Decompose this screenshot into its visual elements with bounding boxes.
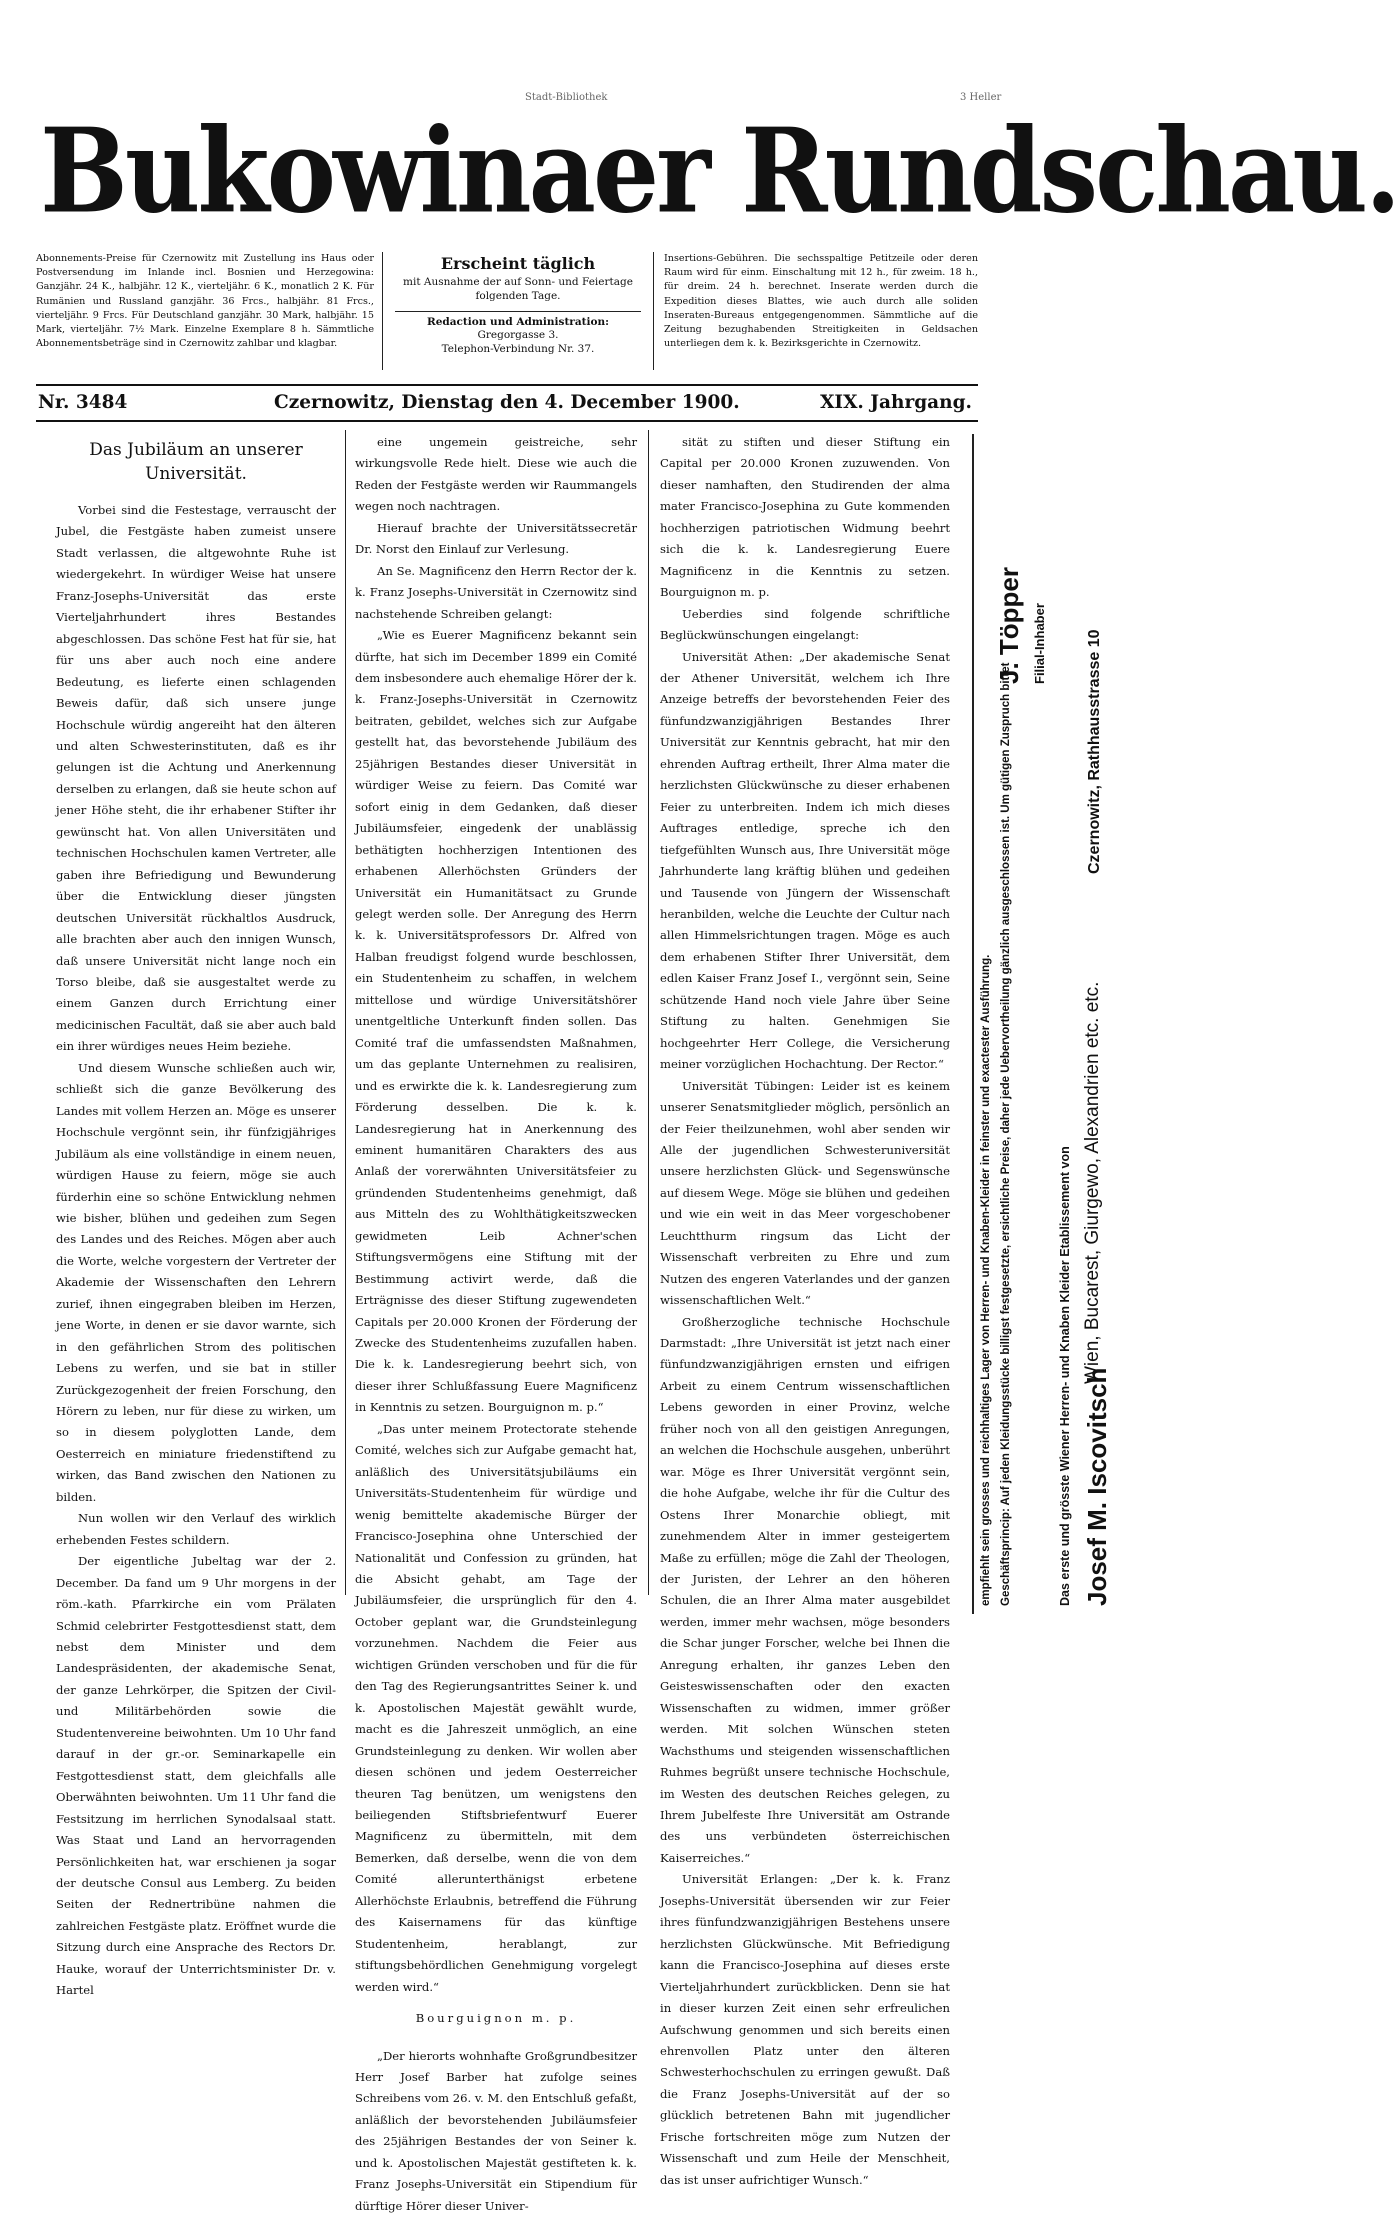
paragraph: Und diesem Wunsche schließen auch wir, schließt sich die ganze Bevölkerung des Landes mit vollem Herzen an. Möge es unserer Hochschule vergönnt sein, ihr fünfzigjähriges Jubiläum als eine vollständige in einem neuen, würdigen Hause zu feiern, möge sie auch fürderhin eine so schöne Entwicklung nehmen wie bisher, blühen und gedeihen zum Segen des Landes und des Reiches. Mögen aber auch die Worte, welche vorgestern der Vertreter der Akademie der Wissenschaften den Lehrern zurief, ihnen eingegraben bleiben im Herzen, jene Worte, in denen er sie davor warnte, sich in den gefährlichen Strom des politischen Lebens zu werfen, und sie bat in stiller Zurückgezogenheit der freien Forschung, den Hörern zu leben, nur für diese zu wirken, um so in diesem polyglotten Lande, dem Oesterreich en miniature friedenstiftend zu wirken, das Band zwischen den Nationen zu bilden. [56,1060,336,1504]
clothing-advertisement [972,434,1154,1614]
top-stamp-right: 3 Heller [960,92,1002,103]
paragraph: Hierauf brachte der Universitätssecretär Dr. Norst den Einlauf zur Verlesung. [355,520,637,557]
paragraph: sität zu stiften und dieser Stiftung ein Capital per 20.000 Kronen zuzuwenden. Von dieser namhaften, den Studirenden der alma mater Francisco-Josephina zu Gute kommenden hochherzigen patriotischen Widmung beehrt sich die k. k. Landesregierung Euere Magnificenz in die Kenntnis zu setzen. Bourguignon m. p. [660,435,950,600]
issue-date: Czernowitz, Dienstag den 4. December 1900. [274,392,740,413]
paragraph: „Das unter meinem Protectorate stehende Comité, welches sich zur Aufgabe gemacht hat, anläßlich des Universitätsjubiläums ein Universitäts-Studentenheim für würdige und wenig bemittelte akademische Bürger der Francisco-Josephina ohne Unterschied der Nationalität und Confession zu gründen, hat die Absicht gehabt, am Tage der Jubiläumsfeier, die ursprünglich für den 4. October geplant war, die Grundsteinlegung vorzunehmen. Nachdem die Feier aus wichtigen Gründen verschoben und für die für den Tag des Regierungsantrittes Seiner k. und k. Apostolischen Majestät gewählt wurde, macht es die Jahreszeit unmöglich, an eine Grundsteinlegung zu denken. Wir wollen aber diesen schönen und jedem Oesterreicher theuren Tag benützen, um wenigstens den beiliegenden Stiftsbriefentwurf Euerer Magnificenz zu übermitteln, mit dem Bemerken, daß derselbe, wenn die von dem Comité allerunterthänigst erbetene Allerhöchste Erlaubnis, betreffend die Führung des Kaisernamens für das künftige Studentenheim, herablangt, zur stiftungsbehördlichen Genehmigung vorgelegt werden wird.“ [355,1421,637,1994]
masthead-title: Bukowinaer Rundschau. [40,101,1398,240]
advert-cities: Wien, Bucarest, Giurgewo, Alexandrien etc. etc. [1082,981,1103,1384]
article-column-1 [56,432,336,1998]
info-row [36,252,978,378]
paragraph: Universität Tübingen: Leider ist es keinem unserer Senatsmitglieder möglich, persönlich an der Feier theilzunehmen, wohl aber senden wir Alle der jugendlichen Schwesteruniversität unsere herzlichsten Glück- und Segenswünsche auf diesem Wege. Möge sie blühen und gedeihen und wie ein weit in das Meer vorgeschobener Leuchtthurm ringsum das Licht der Wissenschaft verbreiten zu Ehre und zum Nutzen des engeren Vaterlandes und der ganzen wissenschaftlichen Welt.“ [660,1078,950,1308]
office-address: Gregorgasse 3. [477,329,559,341]
column-divider [345,430,346,1595]
paragraph: An Se. Magnificenz den Herrn Rector der k. k. Franz Josephs-Universität in Czernowitz sind nachstehende Schreiben gelangt: [355,563,637,621]
paragraph: „Wie es Euerer Magnificenz bekannt sein dürfte, hat sich im December 1899 ein Comité dem insbesondere auch ehemalige Hörer der k. k. Franz-Josephs-Universität in Czernowitz beitraten, gebildet, welches sich zur Aufgabe gestellt hat, das bevorstehende Jubiläum des 25jährigen Bestandes dieser Universität in würdiger Weise zu feiern. Das Comité war sofort einig in dem Gedanken, daß dieser Jubiläumsfeier, eingedenk der unablässig bethätigten hochherzigen Intentionen des erhabenen Allerhöchsten Gründers der Universität ein Humanitätsact zu Grunde gelegt werden solle. Der Anregung des Herrn k. k. Universitätsprofessors Dr. Alfred von Halban freudigst folgend wurde beschlossen, ein Studentenheim zu schaffen, in welchem mittellose und würdige Universitätshörer unentgeltliche Unterkunft finden sollen. Das Comité traf die umfassendsten Maßnahmen, um das geplante Unternehmen zu realisiren, und es erwirkte die k. k. Landesregierung zum Förderung desselben. Die k. k. Landesregierung hat in Anerkennung des eminent humanitären Charakters des aus Anlaß der vorerwähnten Universitätsfeier zu gründenden Studentenheims genehmigt, daß aus Mitteln des zu Wohlthätigkeitszwecken gewidmeten Leib Achner'schen Stiftungsvermögens eine Stiftung mit der Bestimmung activirt werde, daß die Erträgnisse des dieser Stiftung zugewendeten Capitals per 20.000 Kronen der Förderung der Zwecke des Studentenheims zuzufallen haben. Die k. k. Landesregierung beehrt sich, von dieser ihrer Schlußfassung Euere Magnificenz in Kenntnis zu setzen. Bourguignon m. p.“ [355,628,637,1415]
publication-exception: mit Ausnahme der auf Sonn- und Feiertage folgenden Tage. [403,276,633,302]
office-phone: Telephon-Verbindung Nr. 37. [441,343,595,355]
volume-year: XIX. Jahrgang. [820,392,972,413]
publication-info [382,252,654,370]
advert-offer: empfiehlt sein grosses und reichhaltiges Lager von Herren- und Knaben-Kleider in feinster und exactester Ausführung. [980,954,992,1606]
advert-owner: J. Töpper [994,566,1024,684]
editorial-office: Redaction und Administration: [426,316,609,328]
paragraph: Ueberdies sind folgende schriftliche Beglückwünschungen eingelangt: [660,606,950,643]
paragraph: „Der hierorts wohnhafte Großgrundbesitzer Herr Josef Barber hat zufolge seines Schreibens vom 26. v. M. den Entschluß gefaßt, anläßlich der bevorstehenden Jubiläumsfeier des 25jährigen Bestandes der von Seiner k. und k. Apostolischen Majestät gestifteten k. k. Franz Josephs-Universität ein Stipendium für dürftige Hörer dieser Univer- [355,2048,637,2213]
advertisement-rotated [974,434,1154,1614]
top-stamp-left: Stadt-Bibliothek [525,92,608,103]
dateline [36,384,978,422]
article-column-2 [355,432,637,2213]
advert-firm-name: Josef M. Iscovitsch [1082,1367,1112,1606]
subscription-prices: Abonnements-Preise für Czernowitz mit Zustellung ins Haus oder Postversendung im Inlande incl. Bosnien und Herzegowina: Ganzjähr. 24 K., halbjähr. 12 K., vierteljähr. 6 K., monatlich 2 K. Für Rumänien und Russland ganzjähr. 36 Frcs., halbjähr. 81 Frcs., vierteljähr. 9 Frcs. Für Deutschland ganzjähr. 30 Mark, halbjähr. 15 Mark, vierteljähr. 7½ Mark. Einzelne Exemplare 8 h. Sämmtliche Abonnementsbeträge sind in Czernowitz zahlbar und klagbar. [36,253,374,350]
advert-owner-title: Filial-Inhaber [1032,603,1047,684]
advert-intro: Das erste und grösste Wiener Herren- und Knaben Kleider Etablissement von [1058,1146,1072,1606]
article-column-3 [660,432,950,2187]
divider [395,311,641,312]
paragraph: Nun wollen wir den Verlauf des wirklich erhebenden Festes schildern. [56,1511,336,1547]
signature: Bourguignon m. p. [415,2011,577,2026]
paragraph: Großherzogliche technische Hochschule Darmstadt: „Ihre Universität ist jetzt nach einer fünfundzwanzigjährigen ernsten und eifrigen Arbeit zu einem Centrum wissenschaftlichen Lebens geworden in einer Provinz, welche früher noch von all den geistigen Anregungen, an welchen die Hochschule ausgehen, unberührt war. Möge es Ihrer Universität vergönnt sein, die hohe Aufgabe, welche ihr für die Cultur des Ostens Ihrer Monarchie obliegt, mit zunehmendem Alter in immer gesteigertem Maße zu erfüllen; möge die Zahl der Theologen, der Juristen, der Lehrer an den höheren Schulen, die an Ihrer Alma mater ausgebildet werden, immer mehr wachsen, möge besonders die Schar junger Forscher, welche bei Ihnen die Anregung erhalten, ihr ganzes Leben den Geisteswissenschaften oder den exacten Wissenschaften zu widmen, immer größer werden. Mit solchen Wünschen steten Wachsthums und steigenden wissenschaftlichen Ruhmes begrüßt unsere technische Hochschule, im Westen des deutschen Reiches gelegen, zu Ihrem Jubelfeste Ihre Universität am Ostrande des uns verbündeten österreichischen Kaiserreiches.“ [660,1314,950,1865]
advert-principle: Geschäftsprincip: Auf jeden Kleidungsstücke billigst festgesetzte, ersichtliche Preise, daher jede Uebervortheilung gänzlich ausgeschlossen ist. Um gütigen Zuspruch bittet [1000,662,1012,1606]
paragraph: Der eigentliche Jubeltag war der 2. December. Da fand um 9 Uhr morgens in der röm.-kath. Pfarrkirche ein vom Prälaten Schmid celebrirter Festgottesdienst statt, dem nebst dem Minister und dem Landespräsidenten, der akademische Senat, der ganze Lehrkörper, die Spitzen der Civil- und Militärbehörden sowie die Studentenvereine beiwohnten. Um 10 Uhr fand darauf in der gr.-or. Seminarkapelle ein Festgottesdienst statt, dem gleichfalls alle Oberwähnten beiwohnten. Um 11 Uhr fand die Festsitzung im herrlichen Synodalsaal statt. Was Staat und Land an hervorragenden Persönlichkeiten hat, war erschienen ja sogar der deutsche Consul aus Lemberg. Zu beiden Seiten der Rednertribüne nahmen die zahlreichen Festgäste platz. Eröffnet wurde die Sitzung durch eine Ansprache des Rectors Dr. Hauke, worauf der Unterrichtsminister Dr. v. Hartel [56,1554,336,1998]
advertising-terms: Insertions-Gebühren. Die sechsspaltige Petitzeile oder deren Raum wird für einm. Einschaltung mit 12 h., für zweim. 18 h., für dreim. 24 h. berechnet. Inserate werden durch die Expedition dieses Blattes, wie auch durch alle soliden Inseraten-Bureaus entgegengenommen. Sämmtliche auf die Zeitung bezughabenden Streitigkeiten in Geldsachen unterliegen dem k. k. Bezirksgerichte in Czernowitz. [664,253,978,350]
issue-number: Nr. 3484 [38,392,128,413]
article-title: Das Jubiläum an unserer Universität. [89,440,303,484]
advert-address: Czernowitz, Rathhausstrasse 10 [1086,629,1103,874]
paragraph: Vorbei sind die Festestage, verrauscht der Jubel, die Festgäste haben zumeist unsere Stadt verlassen, die altgewohnte Ruhe ist wiedergekehrt. In würdiger Weise hat unsere Franz-Josephs-Universität das erste Vierteljahrhundert ihres Bestandes abgeschlossen. Das schöne Fest hat für sie, hat für uns aber auch noch eine andere Bedeutung, es lieferte einen schlagenden Beweis dafür, daß sich unsere junge Hochschule würdig angereiht hat den älteren und alten Schwesterinstituten, daß es ihr gelungen ist die Achtung und Anerkennung derselben zu erlangen, daß sie heute schon auf jener Höhe steht, die ihr erhabener Stifter ihr gewünscht hat. Von allen Universitäten und technischen Hochschulen kamen Vertreter, alle gaben ihre Befriedigung und Bewunderung über die Entwicklung dieser jüngsten deutschen Universität rückhaltlos Ausdruck, alle brachten aber auch den innigen Wunsch, daß unsere Universität nicht lange noch ein Torso bleibe, daß sie ausgestaltet werde zu einem Ganzen durch Errichtung einer medicinischen Facultät, daß sie aber auch bald ein ihrer würdiges neues Heim beziehe. [56,503,336,1054]
paragraph: Universität Athen: „Der akademische Senat der Athener Universität, welchem ich Ihre Anzeige betreffs der bevorstehenden Feier des fünfundzwanzigjährigen Bestandes Ihrer Universität zur Kenntnis gebracht, hat mir den ehrenden Auftrag ertheilt, Ihrer Alma mater die herzlichsten Glückwünsche zu dieser erhabenen Feier zu unterbreiten. Indem ich mich dieses Auftrages entledige, spreche ich den tiefgefühlten Wunsch aus, Ihre Universität möge Jahrhunderte lang kräftig blühen und gedeihen und Tausende von Jüngern der Wissenschaft heranbilden, welche die Leuchte der Cultur nach allen Himmelsrichtungen tragen. Möge es auch dem erhabenen Stifter Ihrer Universität, dem edlen Kaiser Franz Josef I., vergönnt sein, Seine schützende Hand noch viele Jahre über Seine Stiftung zu halten. Genehmigen Sie hochgeehrter Herr College, die Versicherung meiner vorzüglichen Hochachtung. Der Rector.“ [660,649,950,1072]
paragraph: Universität Erlangen: „Der k. k. Franz Josephs-Universität übersenden wir zur Feier ihres fünfundzwanzigjährigen Bestehens unsere herzlichsten Glückwünsche. Mit Befriedigung kann die Francisco-Josephina auf dieses erste Vierteljahrhundert zurückblicken. Denn sie hat in dieser kurzen Zeit einen sehr erfreulichen Aufschwung genommen und sich bereits einen ehrenvollen Platz unter den älteren Schwesterhochschulen zu erringen gewußt. Daß die Franz Josephs-Universität auf der so glücklich betretenen Bahn mit jugendlicher Frische fortschreiten möge zum Nutzen der Wissenschaft und zum Heile der Menschheit, das ist unser aufrichtiger Wunsch.“ [660,1872,950,2187]
paragraph: eine ungemein geistreiche, sehr wirkungsvolle Rede hielt. Diese wie auch die Reden der Festgäste werden wir Raummangels wegen noch nachtragen. [355,435,637,514]
publication-frequency: Erscheint täglich [440,254,596,273]
column-divider [648,430,649,1595]
